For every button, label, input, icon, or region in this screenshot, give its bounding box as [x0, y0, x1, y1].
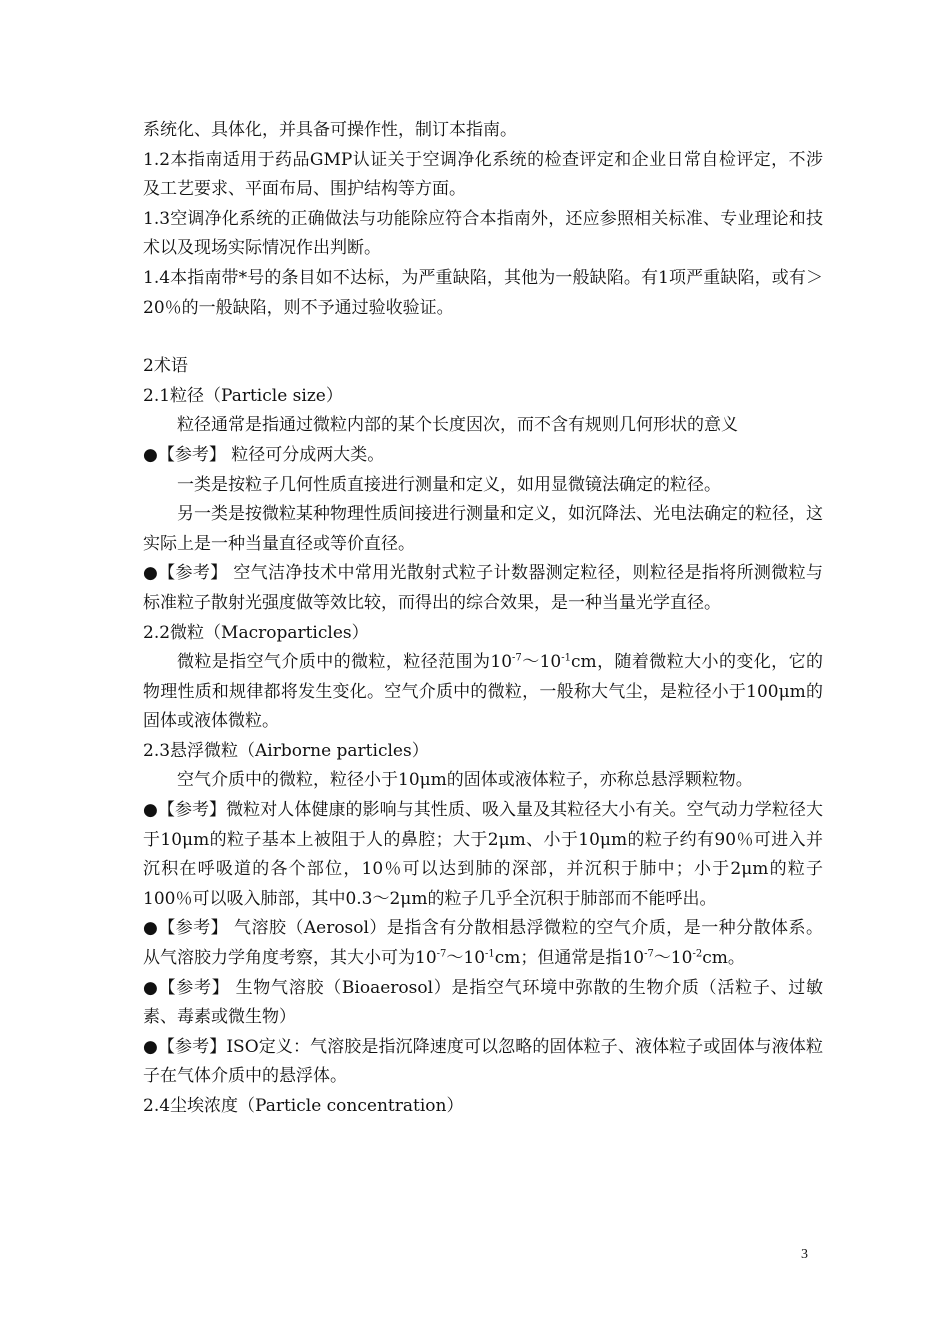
superscript: -7 — [436, 948, 447, 960]
text-run: ～10 — [521, 652, 562, 673]
superscript: -7 — [512, 652, 522, 664]
page-number: 3 — [801, 1247, 808, 1262]
reference-note-5: ●【参考】 生物气溶胶（Bioaerosol）是指空气环境中弥散的生物介质（活粒子、过敏素、毒素或微生物） — [143, 977, 823, 1028]
text-run: 微粒是指空气介质中的微粒，粒径范围为10 — [177, 652, 513, 673]
heading-2: 2术语 — [143, 356, 188, 377]
superscript: -1 — [485, 948, 495, 960]
document-body — [143, 116, 823, 1122]
paragraph-2-3: 空气介质中的微粒，粒径小于10μm的固体或液体粒子，亦称总悬浮颗粒物。 — [177, 770, 753, 791]
superscript: -2 — [692, 948, 703, 960]
superscript: -7 — [644, 948, 654, 960]
heading-2-1: 2.1粒径（Particle size） — [143, 385, 343, 406]
paragraph-intro: 系统化、具体化，并具备可操作性，制订本指南。 — [143, 120, 517, 140]
paragraph-2-1-b: 一类是按粒子几何性质直接进行测量和定义，如用显微镜法确定的粒径。 — [177, 474, 721, 495]
text-run: ～10 — [446, 948, 486, 969]
paragraph-2-1: 粒径通常是指通过微粒内部的某个长度因次，而不含有规则几何形状的意义 — [177, 415, 738, 436]
text-run: cm。 — [702, 948, 745, 969]
paragraph-1-4: 1.4本指南带*号的条目如不达标，为严重缺陷，其他为一般缺陷。有1项严重缺陷，或有＞20％的一般缺陷，则不予通过验收验证。 — [143, 267, 823, 318]
heading-2-2: 2.2微粒（Macroparticles） — [143, 622, 369, 643]
heading-2-3: 2.3悬浮微粒（Airborne particles） — [143, 740, 429, 761]
heading-2-4: 2.4尘埃浓度（Particle concentration） — [143, 1096, 464, 1116]
reference-note-3: ●【参考】微粒对人体健康的影响与其性质、吸入量及其粒径大小有关。空气动力学粒径大于10μm的粒子基本上被阻于人的鼻腔；大于2μm、小于10μm的粒子约有90％可进入并沉积在呼吸道的各个部位，10％可以达到肺的深部，并沉积于肺中；小于2μm的粒子100％可以吸入肺部，其中0.3～2μm的粒子几乎全沉积于肺部而不能呼出。 — [143, 800, 823, 909]
paragraph-2-1-c: 另一类是按微粒某种物理性质间接进行测量和定义，如沉降法、光电法确定的粒径，这实际上是一种当量直径或等价直径。 — [143, 504, 823, 554]
text-run: ～10 — [653, 948, 693, 969]
paragraph-1-3: 1.3空调净化系统的正确做法与功能除应符合本指南外，还应参照相关标准、专业理论和技术以及现场实际情况作出判断。 — [143, 208, 823, 259]
paragraph-1-2: 1.2本指南适用于药品GMP认证关于空调净化系统的检查评定和企业日常自检评定，不涉及工艺要求、平面布局、围护结构等方面。 — [143, 149, 823, 200]
section-gap — [143, 323, 823, 352]
reference-note-1: ●【参考】 粒径可分成两大类。 — [143, 444, 385, 465]
text-run: ●【参考】 气溶胶（Aerosol）是指含有分散相悬浮微粒的空气介质，是一种分散体系。从气溶胶力学角度考察，其大小可为10 — [143, 918, 823, 969]
reference-note-4 — [143, 914, 823, 973]
text-run: cm，随着微粒大小的变化，它的物理性质和规律都将发生变化。空气介质中的微粒，一般称大气尘，是粒径小于100μm的固体或液体微粒。 — [143, 652, 824, 732]
reference-note-2: ●【参考】 空气洁净技术中常用光散射式粒子计数器测定粒径，则粒径是指将所测微粒与标准粒子散射光强度做等效比较，而得出的综合效果，是一种当量光学直径。 — [143, 563, 823, 613]
reference-note-6: ●【参考】ISO定义：气溶胶是指沉降速度可以忽略的固体粒子、液体粒子或固体与液体粒子在气体介质中的悬浮体。 — [143, 1036, 823, 1087]
paragraph-2-2 — [143, 648, 823, 737]
text-run: cm；但通常是指10 — [494, 948, 645, 969]
superscript: -1 — [561, 652, 572, 664]
